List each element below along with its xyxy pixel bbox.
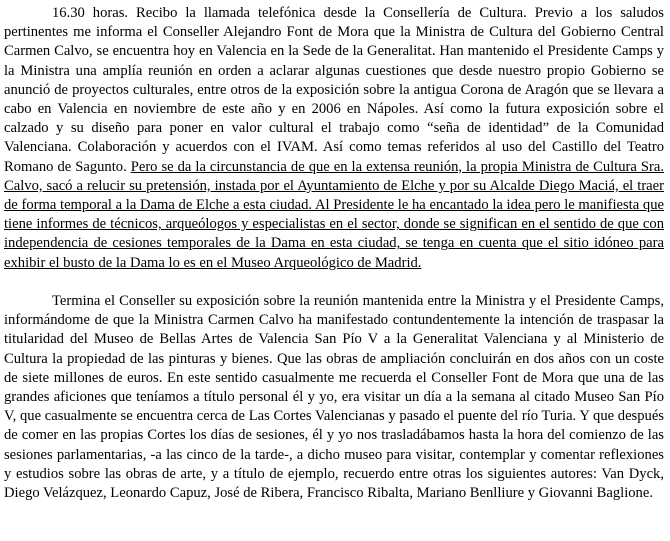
paragraph-1-underlined-text: Pero se da la circunstancia de que en la extensa reunión, la propia Ministra de Cultura Sra. Calvo, sacó a relucir su pretensión, instada por el Ayuntamiento de Elche y por su Alcalde Diego Maciá, el traer de forma temporal a la Dama de Elche a esta ciudad. Al Presidente le ha encantado la idea pero le manifiesta que tiene informes de técnicos, arqueólogos y especialistas en el sector, donde se significan en el sentido de que con independencia de cesiones temporales de la Dama en esta ciudad, se tenga en cuenta que el sitio idóneo para exhibir el busto de la Dama lo es en el Museo Arqueológico de Madrid. bbox=[4, 158, 664, 271]
paragraph-2-text: Termina el Conseller su exposición sobre la reunión mantenida entre la Ministra y el Presidente Camps, informándome de que la Ministra Carmen Calvo ha manifestado contundentemente la intención de traspasar la titularidad del Museo de Bellas Artes de Valencia San Pío V a la Generalitat Valenciana y al Ministerio de Cultura la propiedad de las pinturas y bienes. Que las obras de ampliación concluirán en dos años con un coste de siete millones de euros. En este sentido casualmente me recuerda el Conseller Font de Mora que una de las grandes aficiones que teníamos a título personal él y yo, era visitar un día a la semana al citado Museo San Pío V, que casualmente se encuentra cerca de Las Cortes Valencianas y pasado el puente del río Turia. Y que después de comer en las propias Cortes los días de sesiones, él y yo nos trasladábamos hasta la hora del comienzo de las sesiones parlamentarias, -a las cinco de la tarde-, a dicho museo para visitar, contemplar y comentar reflexiones y estudios sobre las obras de arte, y a título de ejemplo, recuerdo entre otras los siguientes autores: Van Dyck, Diego Velázquez, Leonardo Capuz, José de Ribera, Francisco Ribalta, Mariano Benlliure y Giovanni Baglione. bbox=[4, 293, 664, 502]
document-page bbox=[4, 4, 664, 503]
paragraph-conseller-report bbox=[4, 292, 664, 503]
paragraph-1-text: 16.30 horas. Recibo la llamada telefónica desde la Consellería de Cultura. Previo a los saludos pertinentes me informa el Conseller Alejandro Font de Mora que la Ministra de Cultura del Gobierno Central Carmen Calvo, se encuentra hoy en Valencia en la Sede de la Generalitat. Han mantenido el Presidente Camps y la Ministra una amplía reunión en orden a aclarar algunas cuestiones que desde nuestro propio Gobierno se anunció de proyectos culturales, entre otros de la exposición sobre la antigua Corona de Aragón que se llevara a cabo en Valencia en noviembre de este año y en 2006 en Nápoles. Así como la futura exposición sobre el calzado y su diseño para poner en valor cultural el trabajo como “seña de identidad” de la Comunidad Valenciana. Colaboración y acuerdos con el IVAM. Así como temas referidos al uso del Castillo del Teatro Romano de Sagunto. bbox=[4, 5, 664, 175]
paragraph-diary-entry bbox=[4, 4, 664, 273]
